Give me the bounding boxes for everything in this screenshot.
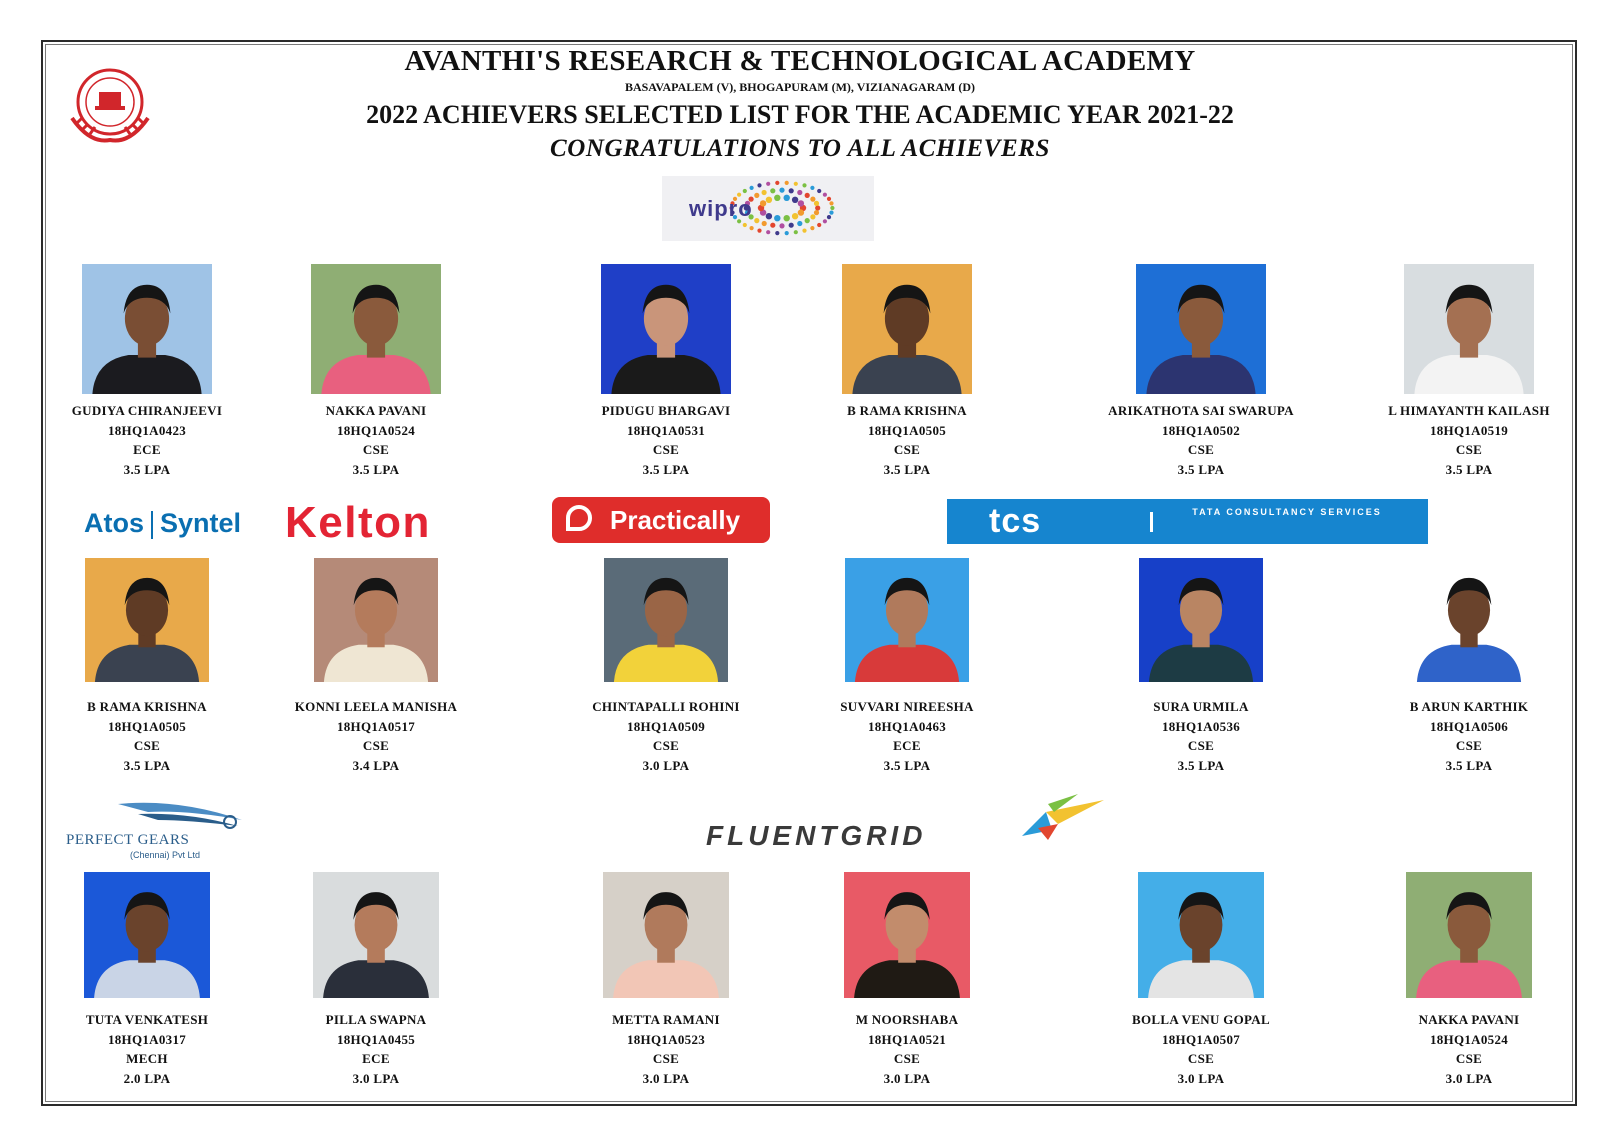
achiever-card [556, 872, 776, 1088]
tcs-logo-text: tcs [989, 502, 1042, 540]
student-branch: CSE [652, 442, 680, 457]
student-photo [604, 558, 728, 682]
achiever-card [797, 558, 1017, 775]
achiever-card [266, 264, 486, 479]
student-branch: CSE [362, 442, 390, 457]
student-package: 3.5 LPA [123, 461, 171, 477]
student-photo [1136, 264, 1266, 394]
student-roll-number: 18HQ1A0507 [1161, 1031, 1241, 1047]
student-branch: MECH [126, 1051, 168, 1066]
student-roll-number: 18HQ1A0524 [336, 422, 416, 438]
student-roll-number: 18HQ1A0523 [626, 1031, 706, 1047]
student-package: 3.5 LPA [1177, 461, 1225, 477]
perfect-gears-logo-subtext: (Chennai) Pvt Ltd [130, 850, 201, 860]
fluentgrid-logo-text: FLUENTGRID [706, 820, 927, 851]
student-photo [313, 872, 439, 998]
achiever-card [1359, 558, 1579, 775]
student-photo [1138, 872, 1264, 998]
student-photo [844, 872, 970, 998]
student-photo [84, 872, 210, 998]
perfect-gears-logo [66, 800, 250, 862]
student-photo [85, 558, 209, 682]
student-name: B RAMA KRISHNA [847, 403, 967, 418]
student-branch: CSE [652, 738, 680, 753]
student-branch: ECE [133, 442, 161, 457]
achiever-card [1359, 872, 1579, 1088]
student-package: 3.0 LPA [642, 1070, 690, 1086]
achiever-card [266, 558, 486, 775]
student-branch: ECE [893, 738, 921, 753]
student-roll-number: 18HQ1A0502 [1161, 422, 1241, 438]
student-roll-number: 18HQ1A0463 [867, 718, 947, 734]
student-name: NAKKA PAVANI [325, 403, 427, 418]
syntel-logo-text: Syntel [160, 508, 242, 538]
fluentgrid-mark-icon [1018, 790, 1108, 850]
student-package: 3.0 LPA [883, 1070, 931, 1086]
student-branch: CSE [1455, 738, 1483, 753]
student-branch: CSE [893, 442, 921, 457]
student-photo [1404, 264, 1534, 394]
perfect-gears-logo-text: PERFECT GEARS [66, 832, 190, 848]
student-package: 2.0 LPA [123, 1070, 171, 1086]
student-branch: CSE [1187, 738, 1215, 753]
student-branch: CSE [133, 738, 161, 753]
student-name: PIDUGU BHARGAVI [601, 403, 731, 418]
student-package: 3.5 LPA [123, 757, 171, 773]
achiever-card [797, 872, 1017, 1088]
student-photo [603, 872, 729, 998]
student-package: 3.5 LPA [352, 461, 400, 477]
student-package: 3.5 LPA [883, 757, 931, 773]
achiever-card [37, 264, 257, 479]
achiever-card [556, 264, 776, 479]
congratulations-line: CONGRATULATIONS TO ALL ACHIEVERS [549, 135, 1051, 162]
achiever-card [37, 558, 257, 775]
achiever-card [1091, 558, 1311, 775]
kelton-logo: Kelton [285, 498, 431, 547]
student-name: L HIMAYANTH KAILASH [1388, 403, 1550, 418]
student-name: B ARUN KARTHIK [1409, 699, 1529, 714]
achiever-card [1091, 872, 1311, 1088]
student-roll-number: 18HQ1A0531 [626, 422, 706, 438]
practically-mark-icon [566, 505, 592, 531]
student-roll-number: 18HQ1A0317 [107, 1031, 187, 1047]
student-name: BOLLA VENU GOPAL [1132, 1012, 1270, 1027]
student-roll-number: 18HQ1A0509 [626, 718, 706, 734]
student-photo [1407, 558, 1531, 682]
student-branch: CSE [1187, 442, 1215, 457]
student-branch: CSE [893, 1051, 921, 1066]
student-package: 3.4 LPA [352, 757, 400, 773]
student-roll-number: 18HQ1A0524 [1429, 1031, 1509, 1047]
header [0, 44, 1600, 164]
fluentgrid-logo [706, 790, 1106, 860]
student-roll-number: 18HQ1A0521 [867, 1031, 947, 1047]
achiever-card [1091, 264, 1311, 479]
student-branch: CSE [652, 1051, 680, 1066]
student-name: TUTA VENKATESH [85, 1012, 209, 1027]
student-name: ARIKATHOTA SAI SWARUPA [1108, 403, 1294, 418]
achiever-card [797, 264, 1017, 479]
student-branch: CSE [1455, 442, 1483, 457]
student-branch: ECE [362, 1051, 390, 1066]
achiever-card [1359, 264, 1579, 479]
student-roll-number: 18HQ1A0505 [107, 718, 187, 734]
student-package: 3.0 LPA [352, 1070, 400, 1086]
student-package: 3.5 LPA [1177, 757, 1225, 773]
student-package: 3.5 LPA [1445, 461, 1493, 477]
student-name: SUVVARI NIREESHA [840, 699, 974, 714]
student-photo [82, 264, 212, 394]
student-roll-number: 18HQ1A0536 [1161, 718, 1241, 734]
student-branch: CSE [1187, 1051, 1215, 1066]
student-name: METTA RAMANI [612, 1012, 720, 1027]
achiever-card [556, 558, 776, 775]
student-package: 3.5 LPA [642, 461, 690, 477]
student-package: 3.0 LPA [1177, 1070, 1225, 1086]
student-branch: CSE [362, 738, 390, 753]
student-roll-number: 18HQ1A0455 [336, 1031, 416, 1047]
student-branch: CSE [1455, 1051, 1483, 1066]
achiever-card [266, 872, 486, 1088]
student-package: 3.0 LPA [1445, 1070, 1493, 1086]
student-photo [601, 264, 731, 394]
practically-logo-text: Practically [610, 505, 741, 535]
student-roll-number: 18HQ1A0519 [1429, 422, 1509, 438]
page-title: 2022 ACHIEVERS SELECTED LIST FOR THE ACADEMIC YEAR 2021-22 [366, 100, 1234, 129]
student-package: 3.5 LPA [883, 461, 931, 477]
college-name: AVANTHI'S RESEARCH & TECHNOLOGICAL ACADEMY [404, 45, 1196, 77]
student-name: M NOORSHABA [855, 1012, 959, 1027]
achiever-card [37, 872, 257, 1088]
student-name: KONNI LEELA MANISHA [294, 699, 458, 714]
student-photo [845, 558, 969, 682]
student-photo [314, 558, 438, 682]
atos-logo-text: Atos [84, 508, 144, 538]
tcs-logo-subtext: TATA CONSULTANCY SERVICES [1192, 507, 1382, 517]
student-photo [842, 264, 972, 394]
atos-syntel-logo [84, 508, 241, 539]
college-address: BASAVAPALEM (V), BHOGAPURAM (M), VIZIANAGARAM (D) [624, 80, 976, 94]
student-name: GUDIYA CHIRANJEEVI [71, 403, 223, 418]
student-photo [1139, 558, 1263, 682]
student-name: CHINTAPALLI ROHINI [592, 699, 740, 714]
tcs-logo [947, 499, 1428, 544]
student-photo [311, 264, 441, 394]
student-name: PILLA SWAPNA [325, 1012, 427, 1027]
wipro-logo-text: wipro [689, 196, 753, 221]
student-package: 3.0 LPA [642, 757, 690, 773]
student-name: NAKKA PAVANI [1418, 1012, 1520, 1027]
wing-icon [118, 800, 244, 830]
student-roll-number: 18HQ1A0505 [867, 422, 947, 438]
practically-logo [552, 497, 770, 543]
student-package: 3.5 LPA [1445, 757, 1493, 773]
student-name: SURA URMILA [1153, 699, 1249, 714]
student-roll-number: 18HQ1A0506 [1429, 718, 1509, 734]
student-roll-number: 18HQ1A0423 [107, 422, 187, 438]
wipro-logo [662, 176, 874, 241]
student-name: B RAMA KRISHNA [87, 699, 207, 714]
student-roll-number: 18HQ1A0517 [336, 718, 416, 734]
student-photo [1406, 872, 1532, 998]
